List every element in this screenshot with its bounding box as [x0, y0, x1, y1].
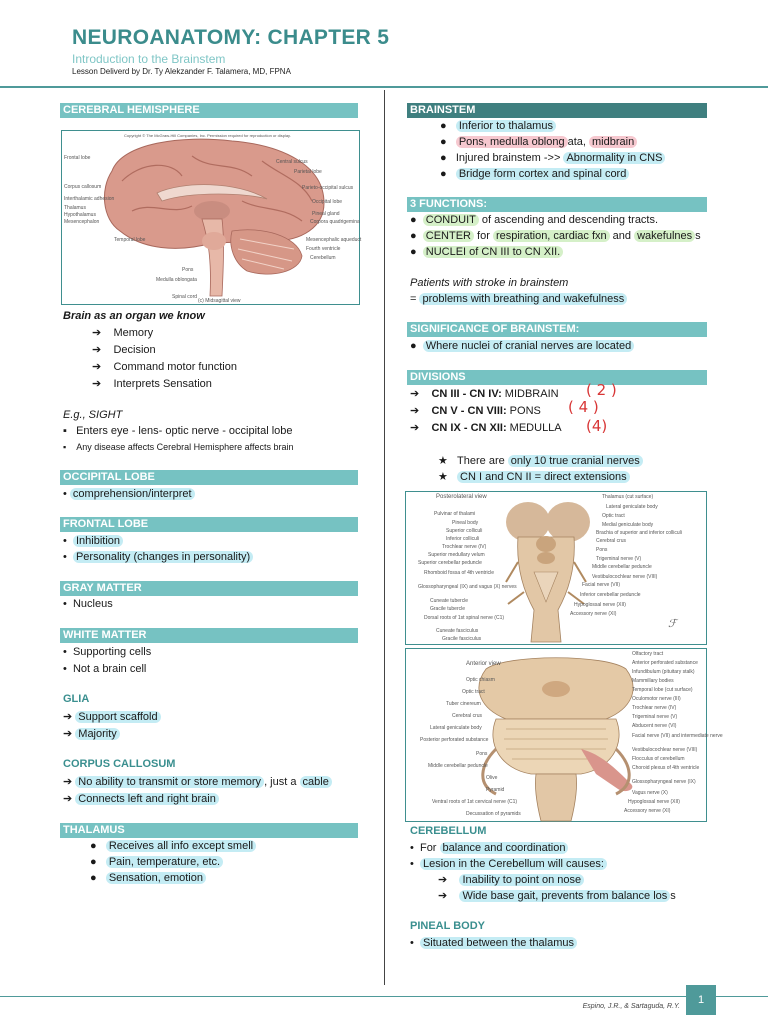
section-heading-significance: SIGNIFICANCE OF BRAINSTEM:	[407, 322, 707, 337]
section-heading-pineal-body: PINEAL BODY	[410, 920, 485, 932]
figure-label: Decussation of pyramids	[466, 811, 521, 817]
section-heading-gray-matter: GRAY MATTER	[60, 581, 358, 596]
figure-label: Oculomotor nerve (III)	[632, 696, 681, 702]
column-divider	[384, 90, 385, 985]
brain-midsagittal-illustration	[62, 131, 362, 304]
list-item: ▪ Enters eye - lens- optic nerve - occipital lobe	[63, 425, 293, 437]
list-item: • Inhibition	[63, 534, 123, 548]
star-item: ★ CN I and CN II = direct extensions	[438, 470, 630, 484]
label-parieto-occipital: Parieto-occipital sulcus	[302, 185, 354, 191]
stroke-note: Patients with stroke in brainstem	[410, 277, 569, 289]
figure-label: Ventral roots of 1st cervical nerve (C1)	[432, 799, 518, 805]
label-mesencephalon: Mesencephalon	[64, 219, 100, 225]
figure-label: Trochlear nerve (IV)	[442, 544, 487, 550]
figure-label: Infundibulum (pituitary stalk)	[632, 669, 695, 675]
label-thalamus: Thalamus	[64, 205, 86, 211]
list-item: ➔ Decision	[92, 344, 156, 356]
division-row: ➔ CN V - CN VIII: PONS	[410, 405, 541, 417]
figure-label: Thalamus (cut surface)	[602, 494, 654, 500]
example-heading: E.g., SIGHT	[63, 409, 123, 421]
list-item: ➔ Interprets Sensation	[92, 378, 212, 390]
figure-label: Posterior perforated substance	[420, 737, 489, 743]
list-item: ➔ Command motor function	[92, 361, 237, 373]
signature-mark: ℱ	[668, 618, 677, 630]
figure-label: Middle cerebellar peduncle	[428, 763, 488, 769]
list-item: • comprehension/interpret	[63, 487, 195, 501]
brain-midsagittal-figure	[61, 130, 360, 305]
figure-label: Superior medullary velum	[428, 552, 485, 558]
figure-label: Trigeminal nerve (V)	[596, 556, 642, 562]
label-medulla: Medulla oblongata	[156, 277, 197, 283]
figure-label: Optic tract	[602, 513, 625, 519]
section-heading-corpus-callosum: CORPUS CALLOSUM	[63, 758, 176, 770]
list-item: ● Where nuclei of cranial nerves are located	[410, 339, 634, 353]
figure-label: Vestibulocochlear nerve (VIII)	[632, 747, 698, 753]
figure-label: Trochlear nerve (IV)	[632, 705, 677, 711]
figure-label: Flocculus of cerebellum	[632, 756, 685, 762]
list-item: • Nucleus	[63, 598, 113, 610]
figure-label: Tuber cinereum	[446, 701, 481, 707]
label-parietal-lobe: Parietal lobe	[294, 169, 322, 175]
figure-label: Hypoglossal nerve (XII)	[628, 799, 680, 805]
list-item: ● Injured brainstem ->> Abnormality in CNS	[440, 151, 665, 165]
label-corpus-callosum: Corpus callosum	[64, 184, 102, 190]
header-divider	[0, 86, 768, 88]
label-spinal-cord: Spinal cord	[172, 294, 198, 300]
figure-label: Cerebral crus	[596, 538, 627, 544]
list-item: ▪ Any disease affects Cerebral Hemisphere affects brain	[63, 442, 294, 452]
list-item: ➔ Wide base gait, prevents from balance los s	[438, 890, 676, 902]
figure-caption: (c) Midsagittal view	[198, 298, 241, 304]
label-corpora: Corpora quadrigemina	[310, 219, 360, 225]
label-hypothalamus: Hypothalamus	[64, 212, 96, 218]
organ-heading: Brain as an organ we know	[63, 310, 205, 322]
brainstem-posterolateral-figure	[405, 491, 707, 645]
stroke-result: = problems with breathing and wakefulness	[410, 292, 627, 306]
figure-label: Pons	[476, 751, 488, 757]
section-heading-brainstem: BRAINSTEM	[407, 103, 707, 118]
list-item: • For balance and coordination	[410, 841, 568, 855]
label-central-sulcus: Central sulcus	[276, 159, 308, 165]
label-pineal-gland: Pineal gland	[312, 211, 340, 217]
brainstem-anterior-figure	[405, 648, 723, 822]
label-aqueduct: Mesencephalic aqueduct	[306, 237, 362, 243]
figure-label: Olive	[486, 775, 498, 781]
figure-label: Anterior perforated substance	[632, 660, 698, 666]
section-heading-occipital-lobe: OCCIPITAL LOBE	[60, 470, 358, 485]
list-item: • Situated between the thalamus	[410, 936, 577, 950]
footer-authors: Espino, J.R., & Sartaguda, R.Y.	[582, 1003, 680, 1010]
page-number: 1	[686, 985, 716, 1015]
footer-divider	[0, 996, 768, 997]
figure-label: Superior colliculi	[446, 528, 483, 534]
page-subtitle: Introduction to the Brainstem	[72, 52, 226, 66]
figure-label: Optic chiasm	[466, 677, 495, 683]
label-fourth-ventricle: Fourth ventricle	[306, 246, 341, 252]
handwritten-note: (4)	[586, 417, 608, 435]
list-item: ➔ Inability to point on nose	[438, 873, 584, 887]
label-cerebellum: Cerebellum	[310, 255, 336, 261]
figure-label: Facial nerve (VII)	[582, 582, 621, 588]
figure-label: Abducent nerve (VI)	[632, 723, 677, 729]
figure-label: Brachia of superior and inferior colliculi	[596, 530, 682, 536]
figure-label: Lateral geniculate body	[606, 504, 658, 510]
list-item: ● Pain, temperature, etc.	[90, 855, 223, 869]
list-item: ● Bridge form cortex and spinal cord	[440, 167, 629, 181]
list-item: • Lesion in the Cerebellum will causes:	[410, 857, 607, 871]
anterior-title: Anterior view	[466, 661, 501, 667]
section-heading-glia: GLIA	[63, 693, 90, 705]
figure-label: Mammillary bodies	[632, 678, 674, 684]
figure-label: Cuneate tubercle	[430, 598, 469, 604]
list-item: ● CENTER for respiration, cardiac fxn and wakefulnes s	[410, 230, 701, 242]
figure-label: Hypoglossal nerve (XII)	[574, 602, 626, 608]
section-heading-thalamus: THALAMUS	[60, 823, 358, 838]
figure-label: Superior cerebellar peduncle	[418, 560, 482, 566]
figure-label: Choroid plexus of 4th ventricle	[632, 765, 700, 771]
division-row: ➔ CN III - CN IV: MIDBRAIN	[410, 388, 559, 400]
figure-label: Rhomboid fossa of 4th ventricle	[424, 570, 495, 576]
section-heading-3-functions: 3 FUNCTIONS:	[407, 197, 707, 212]
list-item: ● NUCLEI of CN III to CN XII.	[410, 245, 563, 259]
figure-label: Pons	[596, 547, 608, 553]
label-pons: Pons	[182, 267, 194, 273]
figure-label: Glossopharyngeal (IX) and vagus (X) nerves	[418, 584, 517, 590]
figure-label: Lateral geniculate body	[430, 725, 482, 731]
list-item: • Not a brain cell	[63, 663, 147, 675]
page-title: NEUROANATOMY: CHAPTER 5	[72, 26, 390, 49]
section-heading-cerebellum: CEREBELLUM	[410, 825, 487, 837]
figure-copyright: Copyright © The McGraw-Hill Companies, Inc. Permission required for reproduction or display.	[124, 133, 291, 138]
list-item: ● Pons, medulla oblong ata, midbrain	[440, 135, 637, 149]
list-item: ● CONDUIT of ascending and descending tracts.	[410, 214, 659, 226]
section-heading-divisions: DIVISIONS	[407, 370, 707, 385]
handwritten-note: ( 4 )	[568, 398, 599, 416]
figure-label: Middle cerebellar peduncle	[592, 564, 652, 570]
handwritten-note: ( 2 )	[586, 381, 617, 399]
figure-label: Vestibulocochlear nerve (VIII)	[592, 574, 658, 580]
star-item: ★ There are only 10 true cranial nerves	[438, 454, 643, 468]
label-occipital-lobe: Occipital lobe	[312, 199, 343, 205]
list-item: ➔ Memory	[92, 327, 154, 339]
figure-label: Pulvinar of thalami	[434, 511, 476, 517]
list-item: • Personality (changes in personality)	[63, 550, 253, 564]
list-item: ● Sensation, emotion	[90, 871, 206, 885]
label-interthalamic: Interthalamic adhesion	[64, 196, 115, 202]
figure-label: Trigeminal nerve (V)	[632, 714, 678, 720]
figure-label: Accessory nerve (XI)	[624, 808, 671, 814]
label-frontal-lobe: Frontal lobe	[64, 155, 91, 161]
section-heading-white-matter: WHITE MATTER	[60, 628, 358, 643]
list-item: ● Receives all info except smell	[90, 839, 256, 853]
figure-label: Olfactory tract	[632, 651, 664, 657]
label-temporal-lobe: Temporal lobe	[114, 237, 146, 243]
figure-label: Temporal lobe (cut surface)	[632, 687, 693, 693]
figure-label: Dorsal roots of 1st spinal nerve (C1)	[424, 615, 505, 621]
division-row: ➔ CN IX - CN XII: MEDULLA	[410, 422, 562, 434]
figure-label: Gracile fasciculus	[442, 636, 482, 642]
figure-label: Gracile tubercle	[430, 606, 466, 612]
section-heading-frontal-lobe: FRONTAL LOBE	[60, 517, 358, 532]
figure-label: Inferior colliculi	[446, 536, 480, 542]
list-item: ➔ No ability to transmit or store memory , just a cable	[63, 775, 332, 789]
figure-label: Medial geniculate body	[602, 522, 654, 528]
list-item: ➔ Majority	[63, 727, 120, 741]
figure-label: Cerebral crus	[452, 713, 483, 719]
figure-label: Inferior cerebellar peduncle	[580, 592, 641, 598]
figure-label: Pineal body	[452, 520, 479, 526]
list-item: • Supporting cells	[63, 646, 152, 658]
figure-label: Facial nerve (VII) and intermediate nerve	[632, 733, 723, 739]
list-item: ➔ Support scaffold	[63, 710, 161, 724]
figure-label: Glossopharyngeal nerve (IX)	[632, 779, 696, 785]
figure-label: Vagus nerve (X)	[632, 790, 668, 796]
figure-label: Optic tract	[462, 689, 485, 695]
list-item: ● Inferior to thalamus	[440, 119, 556, 133]
figure-label: Accessory nerve (XI)	[570, 611, 617, 617]
lecturer-byline: Lesson Deliverd by Dr. Ty Alekzander F. Talamera, MD, FPNA	[72, 67, 291, 76]
posterolateral-title: Posterolateral view	[436, 494, 487, 500]
figure-label: Pyramid	[486, 787, 505, 793]
list-item: ➔ Connects left and right brain	[63, 792, 219, 806]
figure-label: Cuneate fasciculus	[436, 628, 479, 634]
section-heading-cerebral-hemisphere: CEREBRAL HEMISPHERE	[60, 103, 358, 118]
